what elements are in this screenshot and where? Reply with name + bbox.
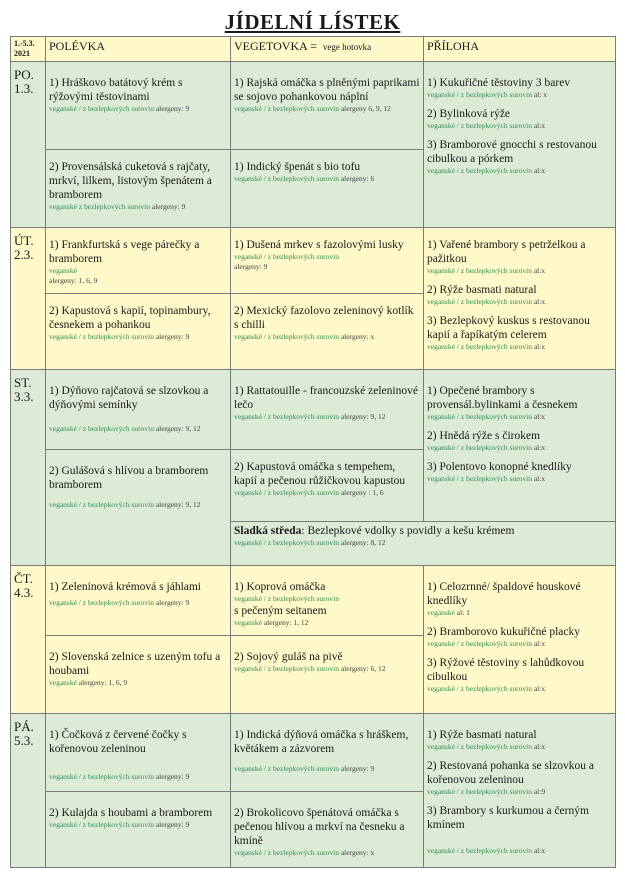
dish-name: 2) Provensálská cuketová s rajčaty, mrkví, lilkem, listovým špenátem a bramborem bbox=[49, 161, 212, 201]
day-name: ČT. bbox=[14, 571, 33, 586]
dish-allergens: alergeny: 8, 12 bbox=[340, 538, 386, 547]
dish-name: 1) Kukuřičné těstoviny 3 barev bbox=[427, 77, 571, 89]
dish-note bbox=[234, 594, 420, 604]
header-side: PŘÍLOHA bbox=[424, 37, 616, 62]
veg-cell bbox=[231, 62, 424, 150]
soup-cell bbox=[46, 228, 231, 294]
dish-name: 1) Hráškovo batátový krém s rýžovými těstovinami bbox=[49, 77, 183, 103]
dish-tag: veganské bbox=[234, 618, 262, 627]
dish-allergens: alergeny: x bbox=[340, 332, 375, 341]
menu-table bbox=[10, 36, 616, 868]
day-name: PO. bbox=[14, 67, 34, 82]
veg-cell bbox=[231, 294, 424, 370]
dish-name: 1) Dušená mrkev s fazolovými lusky bbox=[234, 239, 404, 251]
dish-name: 1) Rajská omáčka s plněnými paprikami se sojovo pohankovou náplní bbox=[234, 77, 420, 103]
dish-note bbox=[49, 266, 227, 286]
soup-cell bbox=[46, 714, 231, 792]
dish-tag: veganské / z bezlepkových surovin bbox=[234, 412, 339, 421]
dish-allergens: al:x bbox=[533, 846, 546, 855]
soup-cell bbox=[46, 566, 231, 636]
day-name: PÁ. bbox=[14, 719, 34, 734]
dish-note bbox=[234, 174, 420, 184]
dish-note bbox=[427, 166, 612, 176]
veg-cell bbox=[231, 370, 424, 450]
soup-cell bbox=[46, 150, 231, 228]
dish-allergens: al:x bbox=[533, 266, 546, 275]
soup-cell bbox=[46, 450, 231, 566]
dish-allergens: alergeny: 1, 6, 9 bbox=[78, 678, 128, 687]
side-cell bbox=[424, 62, 616, 228]
dish-note bbox=[427, 742, 612, 752]
dish-allergens: al: 1 bbox=[456, 608, 470, 617]
dish-tag: veganské / z bezlepkových surovin bbox=[427, 90, 532, 99]
dish-name: 1) Zeleninová krémová s jáhlami bbox=[49, 581, 202, 593]
dish-tag: veganské / z bezlepkových surovin bbox=[427, 121, 532, 130]
dish-tag: veganské / z bezlepkových surovin bbox=[234, 104, 339, 113]
dish-allergens: alergeny 6, 9, 12 bbox=[340, 104, 391, 113]
side-cell bbox=[424, 370, 616, 522]
dish-tag: veganské / z bezlepkových surovin bbox=[427, 684, 532, 693]
day-cell-mon bbox=[11, 62, 46, 228]
dish-name: 2) Sojový guláš na pivě bbox=[234, 651, 343, 663]
side-item bbox=[427, 107, 612, 131]
dish-note bbox=[427, 412, 612, 422]
dish-tag: veganské / z bezlepkových surovin bbox=[427, 742, 532, 751]
dish-name: 2) Kapustová s kapií, topinambury, česnekem a pohankou bbox=[49, 305, 211, 331]
dish-allergens: alergeny: 9, 12 bbox=[155, 424, 201, 433]
dish-note bbox=[427, 266, 612, 276]
day-cell-fri bbox=[11, 714, 46, 868]
sweet-text: : Bezlepkové vdolky s povidly a kešu krémem bbox=[301, 525, 515, 537]
dish-tag: veganské / z bezlepkových surovin bbox=[427, 443, 532, 452]
dish-note bbox=[234, 332, 420, 342]
veg-cell bbox=[231, 450, 424, 522]
dish-extra: s pečeným seitanem bbox=[234, 605, 327, 617]
dish-tag: veganské bbox=[49, 678, 77, 687]
soup-cell bbox=[46, 62, 231, 150]
dish-note bbox=[234, 664, 420, 674]
dish-tag: veganské / z bezlepkových surovin bbox=[234, 332, 339, 341]
side-item bbox=[427, 656, 612, 694]
dish-allergens: alergeny: 1, 6, 9 bbox=[49, 276, 98, 285]
dish-tag: veganské / z bezlepkových surovin bbox=[49, 332, 154, 341]
side-cell bbox=[424, 714, 616, 868]
dish-note bbox=[234, 848, 420, 858]
side-cell bbox=[424, 228, 616, 370]
side-item bbox=[427, 283, 612, 307]
dish-name: 2) Bylinková rýže bbox=[427, 108, 511, 120]
day-date: 2.3. bbox=[14, 247, 34, 262]
dish-tag: veganské / z bezlepkových surovin bbox=[427, 846, 532, 855]
side-item bbox=[427, 429, 612, 453]
sweet-dish bbox=[234, 524, 612, 538]
dish-name: 2) Hnědá rýže s čirokem bbox=[427, 430, 541, 442]
veg-cell bbox=[231, 566, 424, 636]
dish-allergens: alergeny: 9 bbox=[155, 104, 190, 113]
dish-tag: veganské / z bezlepkových surovin bbox=[427, 266, 532, 275]
day-name: ST. bbox=[14, 375, 32, 390]
dish-name: 2) Kapustová omáčka s tempehem, kapií a pečenou růžičkovou kapustou bbox=[234, 461, 406, 487]
sweet-wednesday-cell bbox=[231, 522, 616, 566]
dish-allergens: al:x bbox=[533, 684, 546, 693]
dish-allergens: alergeny: 9 bbox=[155, 332, 190, 341]
dish-name: 2) Gulášová s hlívou a bramborem bramborem bbox=[49, 465, 209, 491]
dish-name: 1) Vařené brambory s petrželkou a pažitkou bbox=[427, 239, 586, 265]
dish-note bbox=[234, 764, 420, 774]
dish-allergens: al:x bbox=[533, 342, 546, 351]
dish-allergens: alergeny: 9 bbox=[155, 772, 190, 781]
dish-allergens: al:x bbox=[533, 443, 546, 452]
side-item bbox=[427, 759, 612, 797]
dish-allergens: alergeny: 6 bbox=[340, 174, 375, 183]
dish-note bbox=[427, 787, 612, 797]
dish-name: 1) Rýže basmati natural bbox=[427, 729, 537, 741]
dish-name: 2) Bramborovo kukuřičné placky bbox=[427, 626, 580, 638]
dish-allergens: al:x bbox=[533, 474, 546, 483]
side-item bbox=[427, 460, 612, 484]
dish-tag: veganské / z bezlepkových surovin bbox=[427, 297, 532, 306]
dish-allergens: alergeny: 9 bbox=[155, 820, 190, 829]
dish-tag: veganské bbox=[49, 266, 77, 275]
veg-cell bbox=[231, 792, 424, 868]
dish-tag: veganské / z bezlepkových surovin bbox=[234, 764, 339, 773]
side-cell bbox=[424, 566, 616, 714]
veg-cell bbox=[231, 228, 424, 294]
table-row bbox=[11, 566, 616, 636]
dish-allergens: al:9 bbox=[533, 787, 546, 796]
dish-tag: veganské z bezlepkových surovin bbox=[49, 202, 151, 211]
dish-name: 1) Indická dýňová omáčka s hráškem, květákem a zázvorem bbox=[234, 729, 409, 755]
dish-tag: veganské / z bezlepkových surovin bbox=[234, 488, 339, 497]
dish-name: 2) Brokolicovo špenátová omáčka s pečenou hlívou a mrkví na česneku a kmíně bbox=[234, 807, 405, 847]
sweet-label: Sladká středa bbox=[234, 525, 302, 537]
dish-name: 1) Koprová omáčka bbox=[234, 581, 326, 593]
dish-name: 1) Rattatouille - francouzské zeleninové lečo bbox=[234, 385, 418, 411]
dish-note bbox=[49, 598, 227, 608]
dish-allergens: alergeny: 9, 12 bbox=[340, 412, 386, 421]
header-date: 1.-5.3. 2021 bbox=[11, 37, 46, 62]
dish-allergens: alergeny: 6, 12 bbox=[340, 664, 386, 673]
dish-tag: veganské / z bezlepkových surovin bbox=[234, 594, 339, 603]
header-row bbox=[11, 37, 616, 62]
header-veg-sub: vege hotovka bbox=[322, 42, 372, 52]
day-date: 4.3. bbox=[14, 585, 34, 600]
side-item bbox=[427, 384, 612, 422]
dish-note bbox=[427, 846, 612, 856]
dish-note bbox=[234, 252, 420, 272]
page-title: JÍDELNÍ LÍSTEK bbox=[224, 10, 401, 34]
dish-tag: veganské / z bezlepkových surovin bbox=[427, 412, 532, 421]
dish-name: 1) Frankfurtská s vege párečky a bramborem bbox=[49, 239, 200, 265]
soup-cell bbox=[46, 792, 231, 868]
dish-allergens: al:x bbox=[533, 742, 546, 751]
dish-note bbox=[49, 424, 227, 434]
side-item bbox=[427, 580, 612, 618]
dish-name: 3) Rýžové těstoviny s lahůdkovou cibulkou bbox=[427, 657, 585, 683]
dish-allergens: alergeny: 9 bbox=[151, 202, 186, 211]
dish-allergens: alergeny : 1, 6 bbox=[340, 488, 384, 497]
dish-note bbox=[427, 297, 612, 307]
dish-note bbox=[427, 474, 612, 484]
header-soup: POLÉVKA bbox=[46, 37, 231, 62]
dish-allergens: alergeny: 9, 12 bbox=[155, 500, 201, 509]
dish-allergens: al: x bbox=[533, 90, 547, 99]
dish-note bbox=[49, 500, 227, 510]
side-item bbox=[427, 728, 612, 752]
dish-tag: veganské / z bezlepkových surovin bbox=[427, 787, 532, 796]
dish-name: 1) Opečené brambory s provensál.bylinkami a česnekem bbox=[427, 385, 578, 411]
dish-name: 1) Indický špenát s bio tofu bbox=[234, 161, 361, 173]
dish-allergens: al:x bbox=[533, 412, 546, 421]
day-cell-tue bbox=[11, 228, 46, 370]
dish-note bbox=[427, 121, 612, 131]
dish-allergens: al:x bbox=[533, 121, 546, 130]
dish-name: 2) Rýže basmati natural bbox=[427, 284, 537, 296]
side-item bbox=[427, 314, 612, 352]
soup-cell bbox=[46, 636, 231, 714]
day-cell-thu bbox=[11, 566, 46, 714]
dish-tag: veganské / z bezlepkových surovin bbox=[49, 424, 154, 433]
dish-tag: veganské / z bezlepkových surovin bbox=[234, 664, 339, 673]
dish-note bbox=[427, 639, 612, 649]
soup-cell bbox=[46, 294, 231, 370]
dish-note bbox=[49, 772, 227, 782]
soup-cell bbox=[46, 370, 231, 450]
dish-note bbox=[427, 90, 612, 100]
dish-tag: veganské / z bezlepkových surovin bbox=[49, 772, 154, 781]
dish-note bbox=[234, 488, 420, 498]
dish-name: 1) Čočková z červené čočky s kořenovou zeleninou bbox=[49, 729, 187, 755]
dish-tag: veganské / z bezlepkových surovin bbox=[49, 820, 154, 829]
dish-note bbox=[427, 342, 612, 352]
dish-tag: veganské / z bezlepkových surovin bbox=[427, 639, 532, 648]
header-veg-label: VEGETOVKA = bbox=[234, 39, 317, 53]
dish-allergens: alergeny: 9 bbox=[234, 262, 268, 271]
dish-note bbox=[49, 104, 227, 114]
side-item bbox=[427, 804, 612, 856]
side-item bbox=[427, 625, 612, 649]
dish-note bbox=[49, 820, 227, 830]
dish-note bbox=[234, 538, 612, 548]
dish-tag: veganské / z bezlepkových surovin bbox=[49, 598, 154, 607]
dish-name: 3) Bramborové gnocchi s restovanou cibulkou a pórkem bbox=[427, 139, 597, 165]
dish-tag: veganské / z bezlepkových surovin bbox=[49, 500, 154, 509]
table-row bbox=[11, 62, 616, 150]
dish-allergens: al:x bbox=[533, 166, 546, 175]
dish-allergens: al:x bbox=[533, 639, 546, 648]
dish-name: 2) Restovaná pohanka se slzovkou a kořenovou zeleninou bbox=[427, 760, 595, 786]
veg-cell bbox=[231, 714, 424, 792]
day-date: 3.3. bbox=[14, 389, 34, 404]
dish-note bbox=[427, 443, 612, 453]
side-item bbox=[427, 238, 612, 276]
dish-tag: veganské / z bezlepkových surovin bbox=[49, 104, 154, 113]
dish-tag: veganské / z bezlepkových surovin bbox=[234, 252, 339, 261]
day-date: 1.3. bbox=[14, 81, 34, 96]
table-row bbox=[11, 370, 616, 450]
dish-name: 3) Bezlepkový kuskus s restovanou kapií a řapíkatým celerem bbox=[427, 315, 590, 341]
dish-note bbox=[234, 104, 420, 114]
dish-note bbox=[427, 684, 612, 694]
dish-note bbox=[49, 678, 227, 688]
dish-tag: veganské / z bezlepkových surovin bbox=[234, 538, 339, 547]
side-item bbox=[427, 76, 612, 100]
dish-allergens: alergeny: x bbox=[340, 848, 375, 857]
dish-tag: veganské bbox=[427, 608, 455, 617]
day-name: ÚT. bbox=[14, 233, 34, 248]
dish-tag: veganské / z bezlepkových surovin bbox=[234, 174, 339, 183]
table-row bbox=[11, 228, 616, 294]
dish-name: 3) Polentovo konopné knedlíky bbox=[427, 461, 572, 473]
header-veg bbox=[231, 37, 424, 62]
dish-tag: veganské / z bezlepkových surovin bbox=[427, 474, 532, 483]
dish-name: 2) Kulajda s houbami a bramborem bbox=[49, 807, 213, 819]
veg-cell bbox=[231, 150, 424, 228]
table-row bbox=[11, 714, 616, 792]
dish-note bbox=[427, 608, 612, 618]
dish-tag: veganské / z bezlepkových surovin bbox=[234, 848, 339, 857]
dish-tag: veganské / z bezlepkových surovin bbox=[427, 166, 532, 175]
dish-name: 1) Celozrnné/ špaldové houskové knedlíky bbox=[427, 581, 581, 607]
dish-allergens: al:x bbox=[533, 297, 546, 306]
dish-allergens: alergeny: 9 bbox=[155, 598, 190, 607]
dish-note bbox=[234, 618, 420, 628]
dish-allergens: alergeny: 1, 12 bbox=[263, 618, 309, 627]
dish-name: 2) Slovenská zelnice s uzeným tofu a houbami bbox=[49, 651, 221, 677]
dish-tag: veganské / z bezlepkových surovin bbox=[427, 342, 532, 351]
dish-allergens: alergeny: 9 bbox=[340, 764, 375, 773]
dish-name: 2) Mexický fazolovo zeleninový kotlík s chilli bbox=[234, 305, 414, 331]
dish-name: 1) Dýňovo rajčatová se slzovkou a dýňovými semínky bbox=[49, 385, 209, 411]
day-cell-wed bbox=[11, 370, 46, 566]
dish-note bbox=[234, 412, 420, 422]
dish-name: 3) Brambory s kurkumou a černým kmínem bbox=[427, 805, 589, 831]
day-date: 5.3. bbox=[14, 733, 34, 748]
dish-note bbox=[49, 332, 227, 342]
veg-cell bbox=[231, 636, 424, 714]
side-item bbox=[427, 138, 612, 176]
dish-note bbox=[49, 202, 227, 212]
